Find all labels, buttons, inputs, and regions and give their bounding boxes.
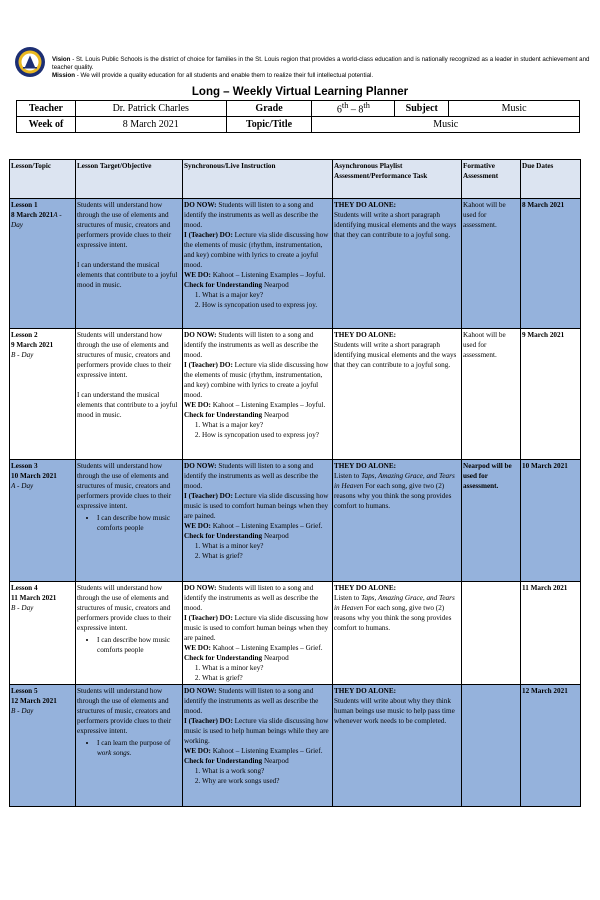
due-date-cell: 8 March 2021 (521, 199, 581, 329)
vision-text: - St. Louis Public Schools is the district of choice for families in the St. Louis region that provides a world-class education and is nationally recognized as a leader in student achievement and teacher quality. (52, 56, 590, 71)
teacher-value: Dr. Patrick Charles (75, 101, 226, 117)
column-header-due-dates: Due Dates (521, 160, 581, 199)
lesson-title: Lesson 4 (11, 584, 38, 592)
i-do-text: Lecture via slide discussing how music is used to help human beings while they are working. (184, 717, 329, 745)
for-each-text: For each song, give two (2) reasons why you think the song provides comfort to humans. (334, 604, 452, 632)
do-now-label: DO NOW: (184, 584, 217, 592)
vision-mission-statement (52, 56, 592, 80)
i-do-text: Lecture via slide discussing how music is used to comfort human beings when they are pained. (184, 614, 329, 642)
table-row (10, 685, 581, 807)
cfu-text: Nearpod (262, 411, 289, 419)
mission-label: Mission (52, 72, 76, 79)
grade-end-suffix: th (363, 101, 370, 111)
we-do-label: WE DO: (184, 401, 211, 409)
formative-cell (462, 685, 521, 807)
question-item: 1. What is a major key? (202, 290, 331, 300)
column-header-formative: Formative Assessment (462, 160, 521, 199)
target-text: Students will understand how through the use of elements and structures of music, creators and performers provide clues to their expressive intent. (77, 584, 172, 632)
target-bullet-list (77, 513, 181, 533)
cfu-label: Check for Understanding (184, 281, 263, 289)
i-do-text: Lecture via slide discussing how the elements of music (rhythm, instrumentation, and key) combine with lyrics to create a joyful mood. (184, 361, 329, 399)
topic-label: Topic/Title (226, 117, 312, 133)
target-bullet: • I can describe how music comforts people (97, 513, 181, 533)
lesson-plan-table (9, 159, 581, 807)
target-cell (76, 199, 183, 329)
target-goal: I can understand the musical elements that contribute to a joyful mood in music. (77, 261, 178, 289)
we-do-text: Kahoot – Listening Examples – Grief. (210, 644, 323, 652)
cfu-label: Check for Understanding (184, 532, 263, 540)
cfu-text: Nearpod (262, 757, 289, 765)
they-do-label: THEY DO ALONE: (334, 687, 397, 695)
lesson-date: 11 March 2021 (11, 594, 57, 602)
synchronous-cell (183, 199, 333, 329)
synchronous-cell (183, 582, 333, 685)
question-item: 2. What is grief? (202, 673, 331, 683)
question-item: 1. What is a major key? (202, 420, 331, 430)
document-header (14, 46, 590, 78)
asynchronous-cell (333, 460, 462, 582)
async-text: Students will write a short paragraph identifying musical elements and the ways that they can contribute to a joyful song. (334, 341, 457, 369)
lesson-date: 10 March 2021 (11, 472, 57, 480)
table-row (10, 199, 581, 329)
we-do-text: Kahoot – Listening Examples – Grief. (210, 747, 323, 755)
cfu-text: Nearpod (262, 281, 289, 289)
i-do-text: Lecture via slide discussing how the elements of music (rhythm, instrumentation, and key) combine with lyrics to create a joyful mood. (184, 231, 329, 269)
i-do-label: I (Teacher) DO: (184, 361, 233, 369)
i-do-label: I (Teacher) DO: (184, 614, 233, 622)
we-do-text: Kahoot – Listening Examples – Grief. (210, 522, 323, 530)
mission-text: - We will provide a quality education for all students and enable them to realize their full intellectual potential. (75, 72, 374, 79)
target-cell (76, 329, 183, 460)
question-list (184, 766, 331, 786)
table-row (10, 329, 581, 460)
subject-value: Music (449, 101, 580, 117)
lesson-cell (10, 329, 76, 460)
lesson-day: A - Day (11, 482, 34, 490)
due-date-cell: 12 March 2021 (521, 685, 581, 807)
lesson-date: 12 March 2021 (11, 697, 57, 705)
i-do-text: Lecture via slide discussing how music is used to comfort human beings when they are pained. (184, 492, 329, 520)
asynchronous-cell (333, 685, 462, 807)
week-value: 8 March 2021 (75, 117, 226, 133)
synchronous-cell (183, 460, 333, 582)
lesson-title: Lesson 1 (11, 201, 38, 209)
cfu-label: Check for Understanding (184, 654, 263, 662)
we-do-label: WE DO: (184, 522, 211, 530)
lesson-cell (10, 199, 76, 329)
lesson-title: Lesson 2 (11, 331, 38, 339)
cfu-label: Check for Understanding (184, 757, 263, 765)
target-text: Students will understand how through the use of elements and structures of music, creators and performers provide clues to their expressive intent. (77, 462, 172, 510)
grade-separator: – 8 (348, 104, 364, 116)
do-now-text: Students will listen to a song and identify the instruments as well as describe the mood. (184, 201, 319, 229)
table-row (10, 582, 581, 685)
vision-label: Vision (52, 56, 71, 63)
do-now-text: Students will listen to a song and identify the instruments as well as describe the mood. (184, 331, 319, 359)
do-now-label: DO NOW: (184, 687, 217, 695)
question-list (184, 290, 331, 310)
asynchronous-cell (333, 199, 462, 329)
target-cell (76, 685, 183, 807)
lesson-day: A - Day (11, 211, 62, 229)
formative-cell (462, 582, 521, 685)
teacher-label: Teacher (17, 101, 76, 117)
lesson-title: Lesson 3 (11, 462, 38, 470)
they-do-label: THEY DO ALONE: (334, 201, 397, 209)
target-text: Students will understand how through the use of elements and structures of music, creators and performers provide clues to their expressive intent. (77, 687, 172, 735)
song-titles: Taps, Amazing Grace, and Tears in Heaven (334, 472, 455, 490)
do-now-label: DO NOW: (184, 331, 217, 339)
topic-value: Music (312, 117, 580, 133)
question-item: 2. Why are work songs used? (202, 776, 331, 786)
for-each-text: For each song, give two (2) reasons why you think the song provides comfort to humans. (334, 482, 452, 510)
column-header-synchronous: Synchronous/Live Instruction (183, 160, 333, 199)
formative-cell: Kahoot will be used for assessment. (462, 329, 521, 460)
i-do-label: I (Teacher) DO: (184, 717, 233, 725)
grade-start: 6 (336, 104, 342, 116)
lesson-date: 8 March 2021 (11, 211, 54, 219)
subject-label: Subject (395, 101, 449, 117)
target-bullet-list (77, 635, 181, 655)
lesson-cell (10, 685, 76, 807)
lesson-day: B - Day (11, 351, 34, 359)
target-cell (76, 460, 183, 582)
target-cell (76, 582, 183, 685)
question-list (184, 541, 331, 561)
lesson-day: B - Day (11, 707, 34, 715)
formative-cell: Kahoot will be used for assessment. (462, 199, 521, 329)
lesson-date: 9 March 2021 (11, 341, 54, 349)
target-bullet: • I can describe how music comforts people (97, 635, 181, 655)
due-date-cell: 11 March 2021 (521, 582, 581, 685)
they-do-label: THEY DO ALONE: (334, 584, 397, 592)
do-now-text: Students will listen to a song and identify the instruments as well as describe the mood. (184, 687, 319, 715)
due-date-cell: 10 March 2021 (521, 460, 581, 582)
planner-info-table (16, 100, 580, 133)
they-do-label: THEY DO ALONE: (334, 462, 397, 470)
target-bullet-list (77, 738, 181, 758)
page-title: Long – Weekly Virtual Learning Planner (191, 86, 409, 98)
column-header-target: Lesson Target/Objective (76, 160, 183, 199)
target-bullet-emphasis: work songs. (97, 749, 132, 757)
target-bullet (97, 738, 181, 758)
async-text: Students will write about why they think human beings use music to help pass time whenever work needs to be completed. (334, 697, 455, 725)
question-list (184, 663, 331, 683)
we-do-text: Kahoot – Listening Examples – Joyful. (210, 401, 326, 409)
we-do-label: WE DO: (184, 271, 211, 279)
question-item: 2. How is syncopation used to express joy. (202, 300, 331, 310)
listen-to-text: Listen to (334, 594, 362, 602)
column-header-asynchronous: Asynchronous Playlist Assessment/Performance Task (333, 160, 462, 199)
do-now-label: DO NOW: (184, 462, 217, 470)
cfu-label: Check for Understanding (184, 411, 263, 419)
question-list (184, 420, 331, 440)
asynchronous-cell (333, 329, 462, 460)
school-district-seal-logo (14, 46, 48, 78)
synchronous-cell (183, 685, 333, 807)
we-do-text: Kahoot – Listening Examples – Joyful. (210, 271, 326, 279)
question-item: 1. What is a minor key? (202, 663, 331, 673)
grade-value (312, 101, 395, 117)
question-item: 1. What is a work song? (202, 766, 331, 776)
lesson-cell (10, 582, 76, 685)
they-do-label: THEY DO ALONE: (334, 331, 397, 339)
table-header-row (10, 160, 581, 199)
lesson-title: Lesson 5 (11, 687, 38, 695)
do-now-label: DO NOW: (184, 201, 217, 209)
target-bullet-text: I can learn the purpose of (97, 739, 171, 747)
listen-to-text: Listen to (334, 472, 362, 480)
do-now-text: Students will listen to a song and identify the instruments as well as describe the mood. (184, 462, 319, 490)
question-item: 2. How is syncopation used to express joy? (202, 430, 331, 440)
synchronous-cell (183, 329, 333, 460)
do-now-text: Students will listen to a song and identify the instruments as well as describe the mood. (184, 584, 319, 612)
due-date-cell: 9 March 2021 (521, 329, 581, 460)
table-row (10, 460, 581, 582)
question-item: 2. What is grief? (202, 551, 331, 561)
lesson-cell (10, 460, 76, 582)
formative-cell: Nearpod will be used for assessment. (462, 460, 521, 582)
we-do-label: WE DO: (184, 747, 211, 755)
question-item: 1. What is a minor key? (202, 541, 331, 551)
cfu-text: Nearpod (262, 654, 289, 662)
cfu-text: Nearpod (262, 532, 289, 540)
asynchronous-cell (333, 582, 462, 685)
grade-start-suffix: th (341, 101, 349, 111)
lesson-day: B - Day (11, 604, 34, 612)
target-goal: I can understand the musical elements that contribute to a joyful mood in music. (77, 391, 178, 419)
song-titles: Taps, Amazing Grace, and Tears in Heaven (334, 594, 455, 612)
week-label: Week of (17, 117, 76, 133)
column-header-lesson: Lesson/Topic (10, 160, 76, 199)
grade-label: Grade (226, 101, 312, 117)
target-text: Students will understand how through the use of elements and structures of music, creators and performers provide clues to their expressive intent. (77, 201, 172, 249)
we-do-label: WE DO: (184, 644, 211, 652)
i-do-label: I (Teacher) DO: (184, 231, 233, 239)
async-text: Students will write a short paragraph identifying musical elements and the ways that they can contribute to a joyful song. (334, 211, 457, 239)
target-text: Students will understand how through the use of elements and structures of music, creators and performers provide clues to their expressive intent. (77, 331, 172, 379)
i-do-label: I (Teacher) DO: (184, 492, 233, 500)
